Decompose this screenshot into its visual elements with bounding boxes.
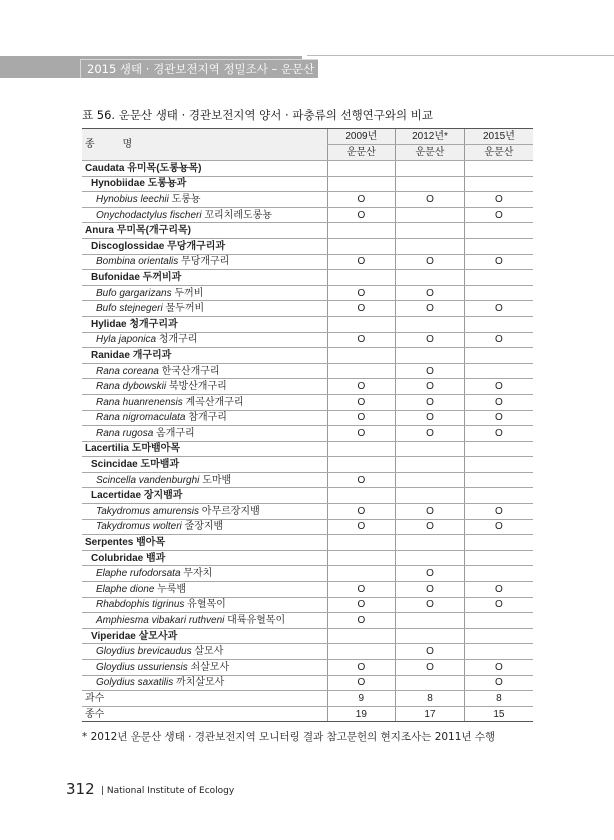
record-cell: O	[327, 207, 396, 223]
record-cell	[464, 613, 533, 629]
scientific-name: Colubridae	[91, 552, 144, 564]
korean-name: 종수	[85, 708, 105, 720]
species-name-cell	[82, 488, 327, 504]
taxon-group-row	[82, 161, 533, 177]
record-cell	[464, 550, 533, 566]
record-cell	[327, 161, 396, 177]
scientific-name: Hynobiidae	[91, 178, 145, 190]
scientific-name: Bufo gargarizans	[96, 287, 172, 299]
record-cell	[327, 535, 396, 551]
record-cell	[464, 161, 533, 177]
record-cell	[396, 270, 465, 286]
table-block	[82, 128, 533, 744]
species-name-cell	[82, 644, 327, 660]
scientific-name: Hyla japonica	[96, 334, 157, 346]
korean-name: 계곡산개구리	[185, 396, 244, 408]
record-cell	[464, 644, 533, 660]
scientific-name: Hylidae	[91, 318, 127, 330]
scientific-name: Hynobius leechii	[96, 193, 169, 205]
year-header: 2015년	[464, 129, 533, 145]
species-name-cell	[82, 550, 327, 566]
record-cell	[327, 550, 396, 566]
species-name-cell	[82, 301, 327, 317]
record-cell: 9	[327, 691, 396, 707]
korean-name: 뱀아목	[136, 537, 166, 549]
record-cell: O	[464, 597, 533, 613]
scientific-name: Scincidae	[91, 459, 138, 471]
scientific-name: Scincella vandenburghi	[96, 474, 200, 486]
record-cell: O	[396, 426, 465, 442]
species-name-cell	[82, 441, 327, 457]
species-row	[82, 410, 533, 426]
scientific-name: Rana dybowskii	[96, 381, 167, 393]
species-name-cell	[82, 535, 327, 551]
table-caption: 표 56. 운문산 생태 · 경관보전지역 양서 · 파충류의 선행연구와의 비교	[82, 108, 433, 122]
species-row	[82, 582, 533, 598]
record-cell: O	[327, 597, 396, 613]
species-name-cell	[82, 691, 327, 707]
record-cell	[327, 316, 396, 332]
korean-name: 도마뱀아목	[131, 443, 181, 455]
scientific-name: Takydromus wolteri	[96, 521, 182, 533]
record-cell	[396, 238, 465, 254]
record-cell: O	[464, 410, 533, 426]
record-cell: O	[327, 379, 396, 395]
korean-name: 무자치	[183, 568, 213, 580]
scientific-name: Takydromus amurensis	[96, 505, 200, 517]
scientific-name: Rana nigromaculata	[96, 412, 186, 424]
record-cell	[464, 238, 533, 254]
record-cell	[327, 566, 396, 582]
scientific-name: Bombina orientalis	[96, 256, 179, 268]
species-name-cell	[82, 566, 327, 582]
korean-name: 쇠살모사	[190, 661, 230, 673]
record-cell	[464, 566, 533, 582]
species-row	[82, 285, 533, 301]
korean-name: 도롱뇽과	[147, 178, 187, 190]
record-cell: O	[327, 301, 396, 317]
scientific-name: Bufonidae	[91, 271, 140, 283]
korean-name: 개구리과	[132, 349, 172, 361]
record-cell	[396, 628, 465, 644]
record-cell	[396, 207, 465, 223]
site-header: 운문산	[396, 145, 465, 161]
taxon-group-row	[82, 550, 533, 566]
record-cell: O	[327, 675, 396, 691]
record-cell: O	[396, 379, 465, 395]
record-cell: 8	[464, 691, 533, 707]
species-row	[82, 660, 533, 676]
record-cell	[464, 363, 533, 379]
record-cell: O	[464, 207, 533, 223]
species-name-cell	[82, 597, 327, 613]
species-name-cell	[82, 348, 327, 364]
taxon-group-row	[82, 441, 533, 457]
korean-name: 살모사	[194, 646, 224, 658]
record-cell	[327, 628, 396, 644]
species-name-cell	[82, 223, 327, 239]
record-cell	[396, 223, 465, 239]
page-number: 312	[66, 780, 95, 798]
record-cell	[396, 535, 465, 551]
species-name-cell	[82, 675, 327, 691]
record-cell	[464, 285, 533, 301]
korean-name: 줄장지뱀	[184, 521, 224, 533]
species-name-cell	[82, 394, 327, 410]
record-cell: O	[464, 394, 533, 410]
record-cell	[327, 348, 396, 364]
species-row	[82, 613, 533, 629]
record-cell	[396, 348, 465, 364]
record-cell: O	[396, 644, 465, 660]
korean-name: 장지뱀과	[143, 490, 183, 502]
record-cell	[396, 161, 465, 177]
record-cell: 15	[464, 706, 533, 722]
species-row	[82, 472, 533, 488]
species-row	[82, 363, 533, 379]
footnote: * 2012년 운문산 생태 · 경관보전지역 모니터링 결과 참고문헌의 현지조사는 2011년 수행	[82, 731, 496, 744]
record-cell	[327, 488, 396, 504]
record-cell: O	[464, 660, 533, 676]
species-name-cell	[82, 363, 327, 379]
korean-name: 꼬리치레도롱뇽	[204, 209, 273, 221]
record-cell: O	[396, 519, 465, 535]
korean-name: 무당개구리과	[167, 240, 226, 252]
scientific-name: Serpentes	[85, 537, 134, 549]
running-title: 2015 생태 · 경관보전지역 정밀조사 – 운문산	[80, 59, 318, 78]
record-cell	[396, 613, 465, 629]
korean-name: 물두꺼비	[165, 303, 205, 315]
scientific-name: Gloydius ussuriensis	[96, 661, 188, 673]
record-cell	[327, 176, 396, 192]
scientific-name: Discoglossidae	[91, 240, 165, 252]
species-name-cell	[82, 379, 327, 395]
record-cell: O	[396, 363, 465, 379]
record-cell: O	[327, 285, 396, 301]
species-row	[82, 426, 533, 442]
record-cell: O	[396, 410, 465, 426]
record-cell	[464, 176, 533, 192]
scientific-name: Ranidae	[91, 349, 130, 361]
record-cell: O	[464, 504, 533, 520]
species-name-cell	[82, 254, 327, 270]
record-cell: 8	[396, 691, 465, 707]
species-name-cell	[82, 660, 327, 676]
record-cell: O	[396, 254, 465, 270]
record-cell: O	[327, 582, 396, 598]
record-cell: O	[464, 582, 533, 598]
record-cell	[396, 316, 465, 332]
species-row	[82, 332, 533, 348]
record-cell: 19	[327, 706, 396, 722]
korean-name: 뱀과	[146, 552, 166, 564]
record-cell: O	[327, 472, 396, 488]
record-cell	[327, 223, 396, 239]
record-cell	[464, 223, 533, 239]
record-cell	[327, 363, 396, 379]
species-name-cell	[82, 582, 327, 598]
header-rule	[307, 55, 614, 56]
taxon-group-row	[82, 457, 533, 473]
record-cell: O	[396, 582, 465, 598]
record-cell: O	[464, 426, 533, 442]
korean-name: 북방산개구리	[168, 381, 227, 393]
year-header: 2009년	[327, 129, 396, 145]
species-row	[82, 301, 533, 317]
species-row	[82, 675, 533, 691]
record-cell: O	[396, 285, 465, 301]
species-name-cell	[82, 332, 327, 348]
species-name-cell	[82, 161, 327, 177]
record-cell: O	[327, 660, 396, 676]
species-name-cell	[82, 316, 327, 332]
taxon-group-row	[82, 238, 533, 254]
species-row	[82, 644, 533, 660]
species-name-cell	[82, 176, 327, 192]
scientific-name: Rana coreana	[96, 365, 159, 377]
species-name-cell	[82, 457, 327, 473]
record-cell: O	[396, 566, 465, 582]
species-name-cell	[82, 613, 327, 629]
species-row	[82, 504, 533, 520]
species-name-cell	[82, 192, 327, 208]
taxon-group-row	[82, 316, 533, 332]
taxon-group-row	[82, 270, 533, 286]
record-cell: O	[396, 332, 465, 348]
scientific-name: Rana huanrenensis	[96, 396, 183, 408]
species-name-cell	[82, 238, 327, 254]
species-name-cell	[82, 519, 327, 535]
record-cell	[396, 457, 465, 473]
species-name-cell	[82, 285, 327, 301]
korean-name: 청개구리과	[129, 318, 178, 330]
record-cell	[464, 535, 533, 551]
site-header: 운문산	[327, 145, 396, 161]
species-row	[82, 379, 533, 395]
species-name-header: 종 명	[82, 129, 327, 161]
scientific-name: Anura	[85, 225, 114, 237]
species-row	[82, 192, 533, 208]
scientific-name: Lacertidae	[91, 490, 142, 502]
korean-name: 도롱뇽	[171, 193, 201, 205]
species-row	[82, 394, 533, 410]
scientific-name: Gloydius brevicaudus	[96, 646, 192, 658]
korean-name: 과수	[85, 692, 105, 704]
record-cell	[327, 238, 396, 254]
taxon-group-row	[82, 488, 533, 504]
korean-name: 유미목(도롱뇽목)	[127, 162, 202, 174]
korean-name: 두꺼비과	[142, 271, 182, 283]
korean-name: 한국산개구리	[161, 365, 220, 377]
korean-name: 옴개구리	[156, 427, 195, 439]
scientific-name: Viperidae	[91, 630, 136, 642]
record-cell: O	[464, 675, 533, 691]
record-cell: O	[464, 332, 533, 348]
record-cell: O	[327, 519, 396, 535]
record-cell: O	[327, 504, 396, 520]
site-header: 운문산	[464, 145, 533, 161]
species-row	[82, 519, 533, 535]
scientific-name: Amphiesma vibakari ruthveni	[96, 615, 225, 627]
species-name-cell	[82, 207, 327, 223]
record-cell	[464, 270, 533, 286]
korean-name: 청개구리	[158, 334, 198, 346]
scientific-name: Golydius saxatilis	[96, 677, 174, 689]
record-cell: O	[464, 301, 533, 317]
record-cell	[396, 472, 465, 488]
record-cell	[396, 441, 465, 457]
record-cell	[464, 457, 533, 473]
record-cell	[327, 441, 396, 457]
record-cell	[396, 488, 465, 504]
scientific-name: Lacertilia	[85, 443, 129, 455]
record-cell	[396, 550, 465, 566]
record-cell	[396, 675, 465, 691]
record-cell: O	[327, 426, 396, 442]
record-cell: O	[464, 192, 533, 208]
species-row	[82, 597, 533, 613]
korean-name: 도마뱀	[202, 474, 232, 486]
korean-name: 두꺼비	[174, 287, 204, 299]
species-name-cell	[82, 270, 327, 286]
record-cell: O	[396, 597, 465, 613]
record-cell: O	[327, 613, 396, 629]
record-cell	[464, 441, 533, 457]
record-cell	[327, 457, 396, 473]
record-cell	[464, 316, 533, 332]
taxon-group-row	[82, 223, 533, 239]
korean-name: 살모사과	[138, 630, 178, 642]
korean-name: 참개구리	[188, 412, 227, 424]
record-cell	[327, 644, 396, 660]
record-cell: O	[464, 254, 533, 270]
record-cell: O	[327, 410, 396, 426]
record-cell: O	[327, 332, 396, 348]
species-row	[82, 566, 533, 582]
species-name-cell	[82, 426, 327, 442]
species-name-cell	[82, 410, 327, 426]
taxon-group-row	[82, 535, 533, 551]
species-name-cell	[82, 706, 327, 722]
species-name-cell	[82, 504, 327, 520]
taxon-group-row	[82, 348, 533, 364]
korean-name: 무미목(개구리목)	[116, 225, 191, 237]
species-comparison-table	[82, 128, 533, 722]
korean-name: 까치살모사	[176, 677, 225, 689]
record-cell: O	[396, 504, 465, 520]
record-cell: O	[464, 519, 533, 535]
korean-name: 도마뱀과	[140, 459, 180, 471]
scientific-name: Rhabdophis tigrinus	[96, 599, 185, 611]
record-cell: O	[396, 660, 465, 676]
total-row	[82, 706, 533, 722]
scientific-name: Caudata	[85, 162, 125, 174]
korean-name: 대륙유혈목이	[227, 615, 286, 627]
record-cell	[396, 176, 465, 192]
record-cell: O	[396, 394, 465, 410]
korean-name: 유혈목이	[187, 599, 226, 611]
year-header: 2012년*	[396, 129, 465, 145]
record-cell	[464, 488, 533, 504]
record-cell	[327, 270, 396, 286]
publisher-name: | National Institute of Ecology	[101, 786, 235, 796]
taxon-group-row	[82, 628, 533, 644]
scientific-name: Rana rugosa	[96, 427, 154, 439]
record-cell	[464, 348, 533, 364]
scientific-name: Bufo stejnegeri	[96, 303, 163, 315]
korean-name: 무당개구리	[181, 256, 230, 268]
record-cell: O	[396, 192, 465, 208]
record-cell: O	[464, 379, 533, 395]
species-row	[82, 207, 533, 223]
korean-name: 아무르장지뱀	[201, 505, 260, 517]
scientific-name: Elaphe rufodorsata	[96, 568, 181, 580]
record-cell: 17	[396, 706, 465, 722]
total-row	[82, 691, 533, 707]
record-cell: O	[327, 394, 396, 410]
species-name-cell	[82, 628, 327, 644]
species-name-cell	[82, 472, 327, 488]
korean-name: 누룩뱀	[157, 583, 187, 595]
record-cell	[464, 472, 533, 488]
record-cell	[464, 628, 533, 644]
scientific-name: Onychodactylus fischeri	[96, 209, 202, 221]
record-cell: O	[396, 301, 465, 317]
taxon-group-row	[82, 176, 533, 192]
scientific-name: Elaphe dione	[96, 583, 155, 595]
record-cell: O	[327, 254, 396, 270]
record-cell: O	[327, 192, 396, 208]
species-row	[82, 254, 533, 270]
